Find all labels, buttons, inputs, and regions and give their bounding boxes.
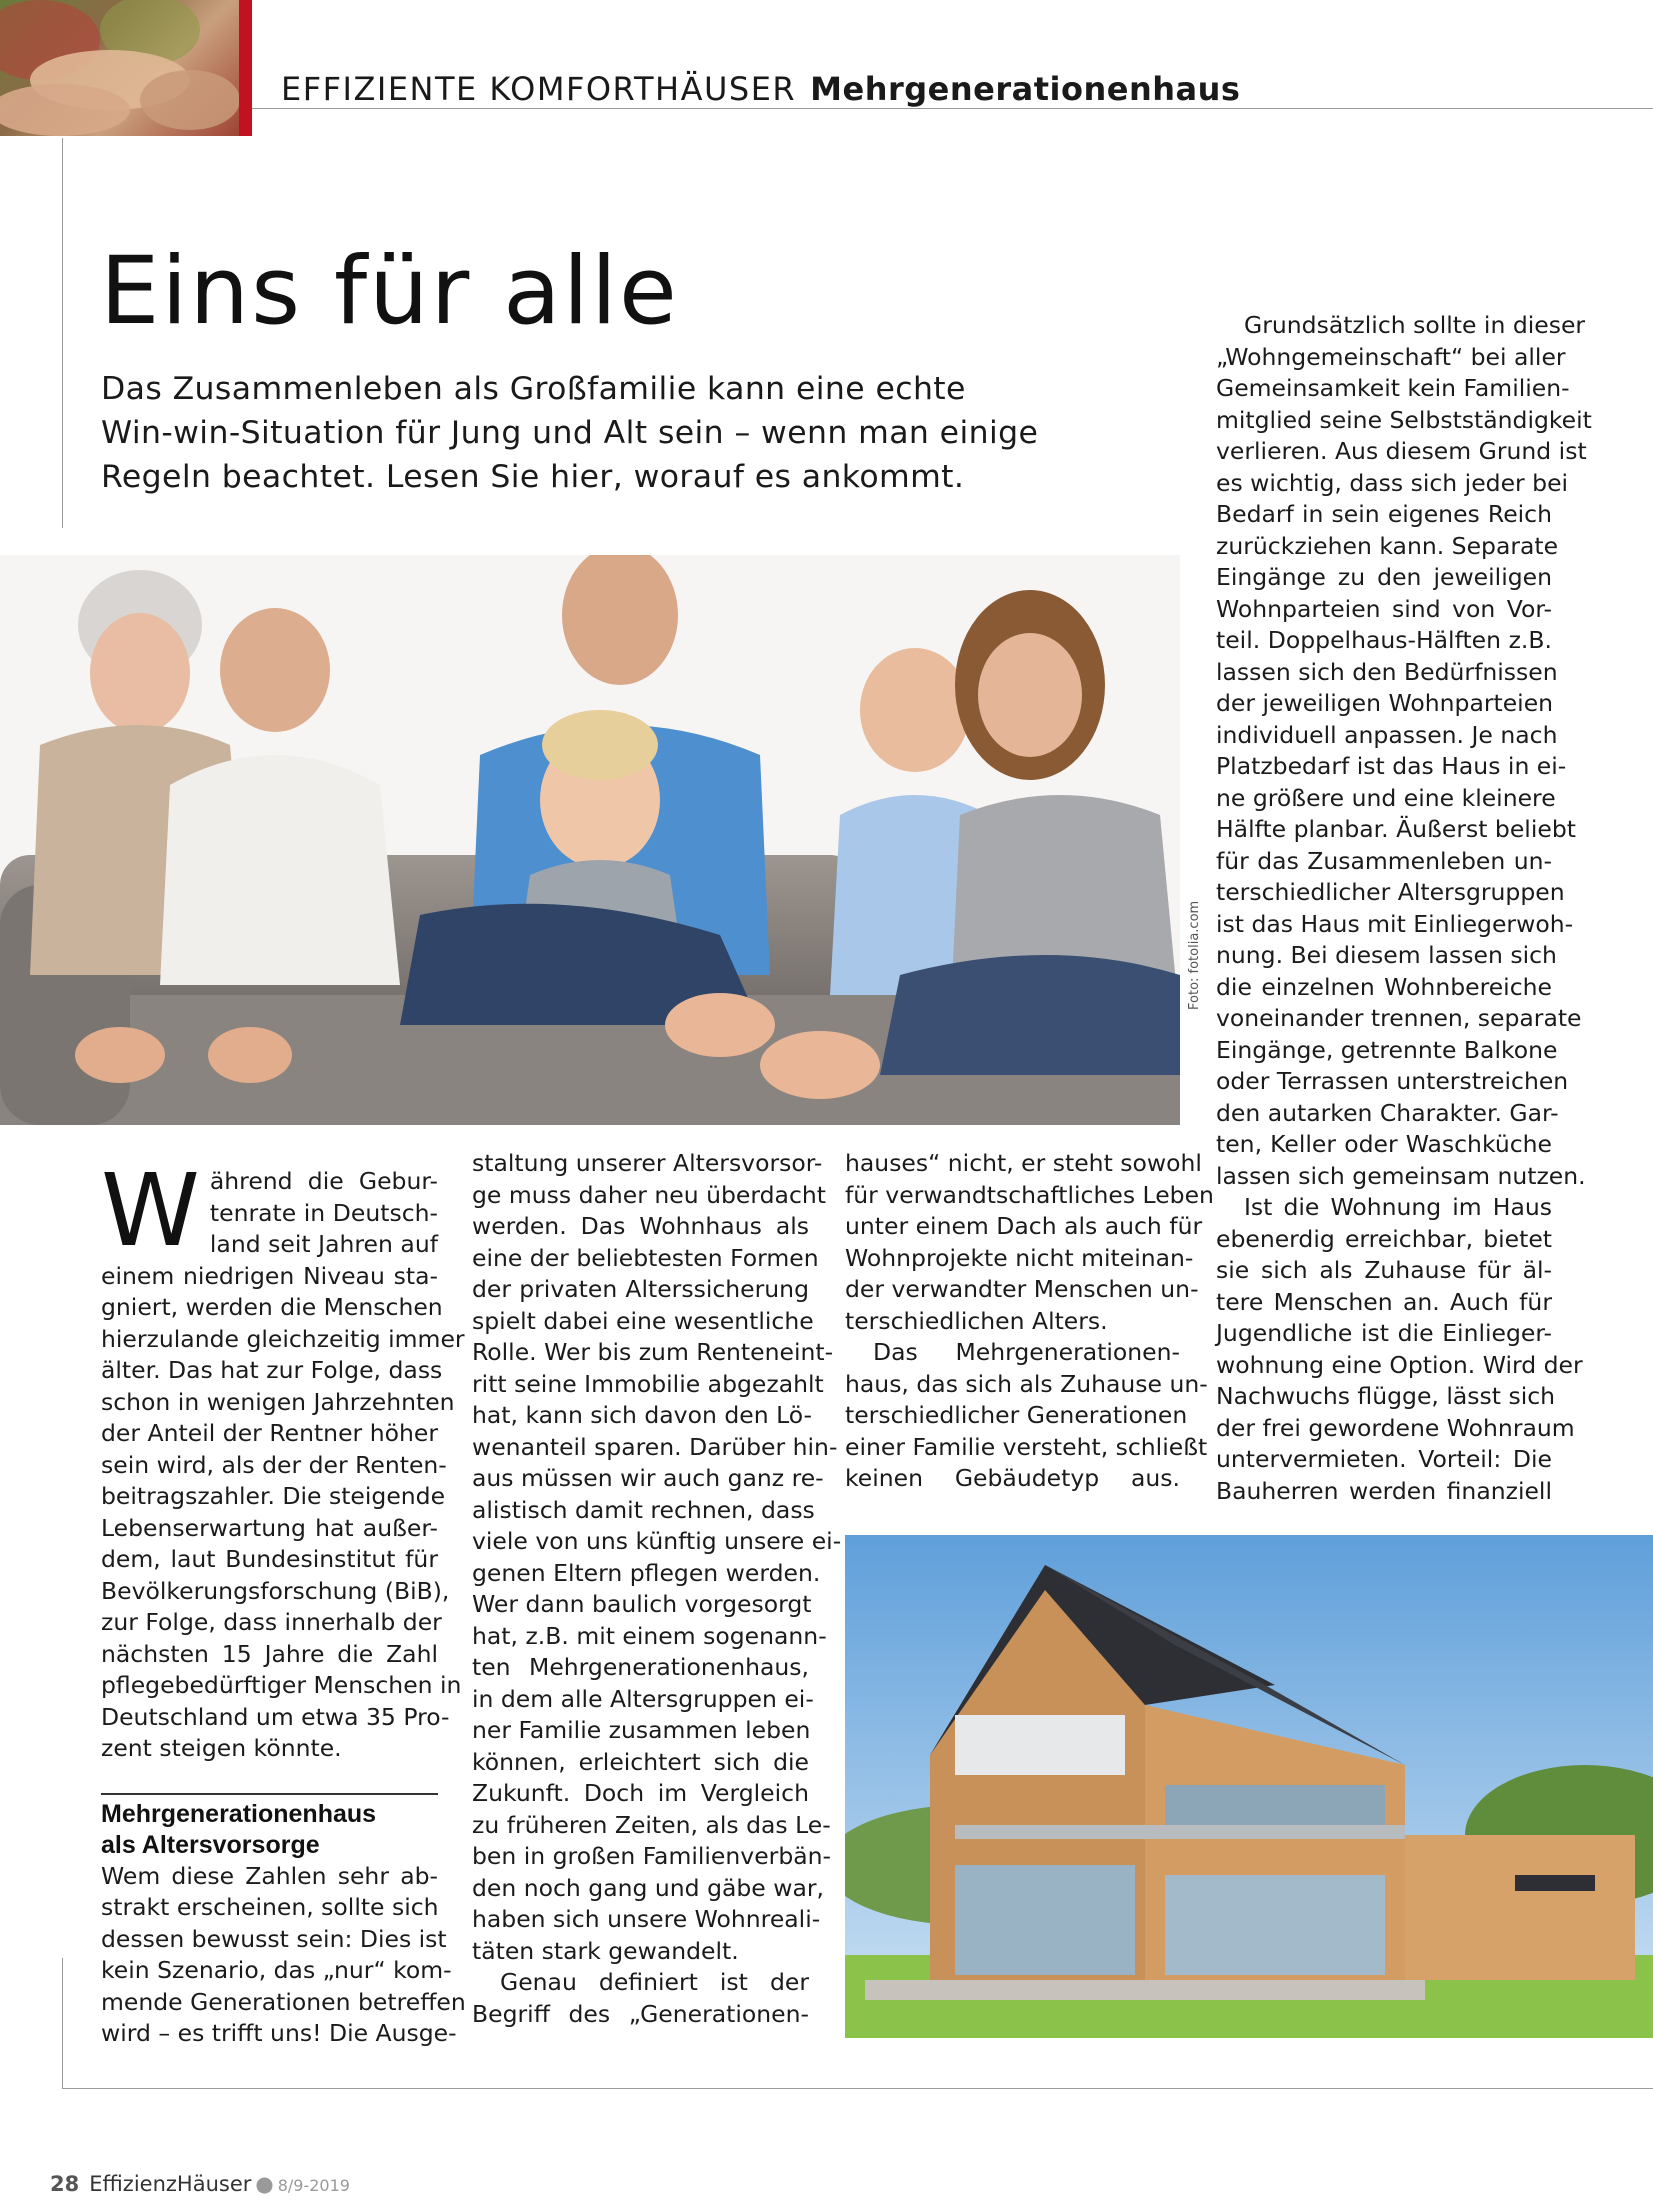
text-line: Eingänge, getrennte Balkone xyxy=(1216,1035,1558,1064)
text-line: genen Eltern pflegen werden. xyxy=(472,1558,821,1587)
text-line: untervermieten. Vorteil: Die xyxy=(1216,1445,1552,1473)
text-line: ritt seine Immobilie abgezahlt xyxy=(472,1369,824,1398)
text-line: individuell anpassen. Je nach xyxy=(1216,720,1558,749)
text-line: pflegebedürftiger Menschen in xyxy=(101,1671,462,1699)
subhead-rule xyxy=(101,1793,438,1795)
text-line: unter einem Dach als auch für xyxy=(845,1212,1203,1240)
article-column-4 xyxy=(1216,310,1592,1507)
text-line: werden. Das Wohnhaus als xyxy=(472,1212,809,1240)
text-line: hat, kann sich davon den Lö- xyxy=(472,1401,813,1429)
text-line: terschiedlicher Generationen xyxy=(845,1401,1188,1429)
text-line: beitragszahler. Die steigende xyxy=(101,1482,446,1510)
text-line: viele von uns künftig unsere ei- xyxy=(472,1527,842,1555)
text-line: voneinander trennen, separate xyxy=(1216,1004,1582,1032)
text-line: tenrate in Deutsch- xyxy=(209,1198,438,1227)
text-line: verlieren. Aus diesem Grund ist xyxy=(1216,437,1587,465)
subheading xyxy=(101,1799,438,1861)
text-line: hat, z.B. mit einem sogenann- xyxy=(472,1621,827,1650)
text-line: hauses“ nicht, er steht sowohl xyxy=(845,1149,1202,1177)
text-line: sein wird, als der der Renten- xyxy=(101,1450,447,1479)
deck-line: Win-win-Situation für Jung und Alt sein – wenn man einige xyxy=(101,415,1039,451)
text-line: staltung unserer Altersvorsor- xyxy=(472,1149,823,1177)
deck-line: Regeln beachtet. Lesen Sie hier, worauf es ankommt. xyxy=(101,459,965,495)
deck xyxy=(101,367,1101,499)
text-line: Rolle. Wer bis zum Renteneint- xyxy=(472,1338,834,1366)
text-line: haus, das sich als Zuhause un- xyxy=(845,1369,1208,1398)
text-line: Wohnprojekte nicht miteinan- xyxy=(845,1243,1194,1272)
text-line: Lebenserwartung hat außer- xyxy=(101,1513,438,1542)
text-line: haben sich unsere Wohnreali- xyxy=(472,1905,821,1933)
text-line: alistisch damit rechnen, dass xyxy=(472,1495,815,1524)
wooden-house-image xyxy=(845,1535,1653,2038)
text-line: dem, laut Bundesinstitut für xyxy=(101,1545,438,1573)
magazine-name: EffizienzHäuser xyxy=(89,2172,252,2196)
text-line: der verwandter Menschen un- xyxy=(845,1275,1199,1303)
text-line: der jeweiligen Wohnparteien xyxy=(1216,689,1554,717)
text-line: für verwandtschaftliches Leben xyxy=(845,1180,1214,1209)
text-line: ge muss daher neu überdacht xyxy=(472,1180,826,1209)
text-line: der Anteil der Rentner höher xyxy=(101,1419,438,1447)
text-line: wird – es trifft uns! Die Ausge- xyxy=(101,2019,457,2047)
text-line: Bedarf in sein eigenes Reich xyxy=(1216,500,1552,528)
left-margin-rule-bottom xyxy=(62,1958,63,2088)
text-line: „Wohngemeinschaft“ bei aller xyxy=(1216,342,1566,371)
text-line: einem niedrigen Niveau sta- xyxy=(101,1261,438,1290)
text-line: gniert, werden die Menschen xyxy=(101,1293,443,1321)
left-margin-rule xyxy=(62,138,63,528)
photo-credit: Foto: fotolia.com xyxy=(1187,900,1202,1010)
text-line: Genau definiert ist der xyxy=(500,1968,809,1996)
text-line: teil. Doppelhaus-Hälften z.B. xyxy=(1216,626,1552,654)
text-line: der frei gewordene Wohnraum xyxy=(1216,1413,1575,1442)
text-line: ner Familie zusammen leben xyxy=(472,1716,811,1744)
text-line: den noch gang und gäbe war, xyxy=(472,1873,824,1902)
text-line: sie sich als Zuhause für äl- xyxy=(1216,1256,1552,1284)
text-line: Ist die Wohnung im Haus xyxy=(1244,1193,1552,1221)
text-line: der privaten Alterssicherung xyxy=(472,1275,809,1303)
text-line: zur Folge, dass innerhalb der xyxy=(101,1608,442,1636)
family-photo xyxy=(0,555,1180,1125)
corner-photo xyxy=(0,0,252,136)
issue-label: 8/9-2019 xyxy=(277,2176,350,2195)
text-line: lassen sich gemeinsam nutzen. xyxy=(1216,1161,1586,1190)
text-line: älter. Das hat zur Folge, dass xyxy=(101,1356,443,1384)
page-title: Eins für alle xyxy=(100,237,679,346)
text-line: mende Generationen betreffen xyxy=(101,1987,466,2016)
article-column-1 xyxy=(101,1152,466,2050)
text-line: täten stark gewandelt. xyxy=(472,1936,739,1965)
section-label: EFFIZIENTE KOMFORTHÄUSER xyxy=(281,70,797,108)
text-line: terschiedlicher Altersgruppen xyxy=(1216,878,1565,906)
text-line: nächsten 15 Jahre die Zahl xyxy=(101,1639,438,1668)
text-line: ne größere und eine kleinere xyxy=(1216,783,1556,812)
text-line: wenanteil sparen. Darüber hin- xyxy=(472,1432,838,1461)
text-line: die einzelnen Wohnbereiche xyxy=(1216,972,1552,1001)
accent-stripe xyxy=(239,0,252,136)
house-photo xyxy=(845,1535,1653,2038)
page-number: 28 xyxy=(50,2172,80,2196)
text-line: für das Zusammenleben un- xyxy=(1216,846,1552,875)
text-line: kein Szenario, das „nur“ kom- xyxy=(101,1956,452,1984)
text-line: wohnung eine Option. Wird der xyxy=(1216,1350,1583,1379)
text-line: ist das Haus mit Einliegerwoh- xyxy=(1216,909,1574,938)
drop-cap: W xyxy=(101,1152,200,1269)
text-line: oder Terrassen unterstreichen xyxy=(1216,1067,1569,1095)
text-line: mitglied seine Selbstständigkeit xyxy=(1216,405,1592,434)
deck-line: Das Zusammenleben als Großfamilie kann eine echte xyxy=(101,371,966,407)
text-line: Grundsätzlich sollte in dieser xyxy=(1244,311,1586,339)
text-line: land seit Jahren auf xyxy=(209,1230,438,1258)
text-line: nung. Bei diesem lassen sich xyxy=(1216,941,1557,969)
page-footer xyxy=(50,2172,350,2196)
subheading-line: als Altersvorsorge xyxy=(101,1830,320,1859)
text-line: Hälfte planbar. Äußerst beliebt xyxy=(1216,815,1576,843)
subheading-line: Mehrgenerationenhaus xyxy=(101,1799,377,1828)
text-line: spielt dabei eine wesentliche xyxy=(472,1306,814,1335)
text-line: Das Mehrgenerationen- xyxy=(873,1338,1180,1366)
topic-label: Mehrgenerationenhaus xyxy=(810,70,1241,108)
text-line: keinen Gebäudetyp aus. xyxy=(845,1464,1180,1492)
text-line: tere Menschen an. Auch für xyxy=(1216,1287,1552,1316)
text-line: ebenerdig erreichbar, bietet xyxy=(1216,1224,1552,1253)
text-line: eine der beliebtesten Formen xyxy=(472,1243,819,1272)
text-line: zu früheren Zeiten, als das Le- xyxy=(472,1810,831,1839)
text-line: Gemeinsamkeit kein Familien- xyxy=(1216,374,1570,402)
text-line: zurückziehen kann. Separate xyxy=(1216,531,1559,560)
text-line: Platzbedarf ist das Haus in ei- xyxy=(1216,752,1567,780)
text-line: ten, Keller oder Waschküche xyxy=(1216,1130,1552,1158)
header-rule xyxy=(252,108,1653,109)
text-line: Wohnparteien sind von Vor- xyxy=(1216,594,1552,623)
text-line: ährend die Gebur- xyxy=(209,1167,438,1195)
article-column-3 xyxy=(845,1148,1214,1495)
text-line: Deutschland um etwa 35 Pro- xyxy=(101,1702,450,1731)
text-line: zent steigen könnte. xyxy=(101,1734,342,1762)
text-line: strakt erscheinen, sollte sich xyxy=(101,1893,439,1921)
text-line: Eingänge zu den jeweiligen xyxy=(1216,563,1552,591)
article-column-2 xyxy=(472,1148,842,2030)
text-line: es wichtig, dass sich jeder bei xyxy=(1216,468,1569,497)
text-line: Wer dann baulich vorgesorgt xyxy=(472,1590,812,1618)
text-line: hierzulande gleichzeitig immer xyxy=(101,1324,465,1353)
hands-image xyxy=(0,0,252,136)
text-line: schon in wenigen Jahrzehnten xyxy=(101,1387,455,1416)
section-header xyxy=(281,70,1240,108)
text-line: einer Familie versteht, schließt xyxy=(845,1432,1208,1461)
text-line: ten Mehrgenerationenhaus, xyxy=(472,1653,809,1681)
text-line: können, erleichtert sich die xyxy=(472,1747,809,1776)
text-line: Zukunft. Doch im Vergleich xyxy=(472,1779,809,1807)
text-line: Wem diese Zahlen sehr ab- xyxy=(101,1861,438,1890)
text-line: Bauherren werden finanziell xyxy=(1216,1476,1552,1505)
text-line: Nachwuchs flügge, lässt sich xyxy=(1216,1382,1556,1410)
text-line: den autarken Charakter. Gar- xyxy=(1216,1098,1559,1127)
text-line: Bevölkerungsforschung (BiB), xyxy=(101,1576,450,1605)
text-line: dessen bewusst sein: Dies ist xyxy=(101,1924,447,1953)
text-line: Jugendliche ist die Einlieger- xyxy=(1216,1319,1552,1347)
text-line: in dem alle Altersgruppen ei- xyxy=(472,1684,814,1713)
text-line: terschiedlichen Alters. xyxy=(845,1306,1108,1335)
bullet-icon: ● xyxy=(255,2172,274,2196)
text-line: lassen sich den Bedürfnissen xyxy=(1216,657,1558,686)
text-line: Begriff des „Generationen- xyxy=(472,1999,809,2028)
text-line: aus müssen wir auch ganz re- xyxy=(472,1464,824,1492)
family-on-sofa-image xyxy=(0,555,1180,1125)
footer-rule xyxy=(62,2088,1653,2089)
text-line: ben in großen Familienverbän- xyxy=(472,1842,832,1870)
